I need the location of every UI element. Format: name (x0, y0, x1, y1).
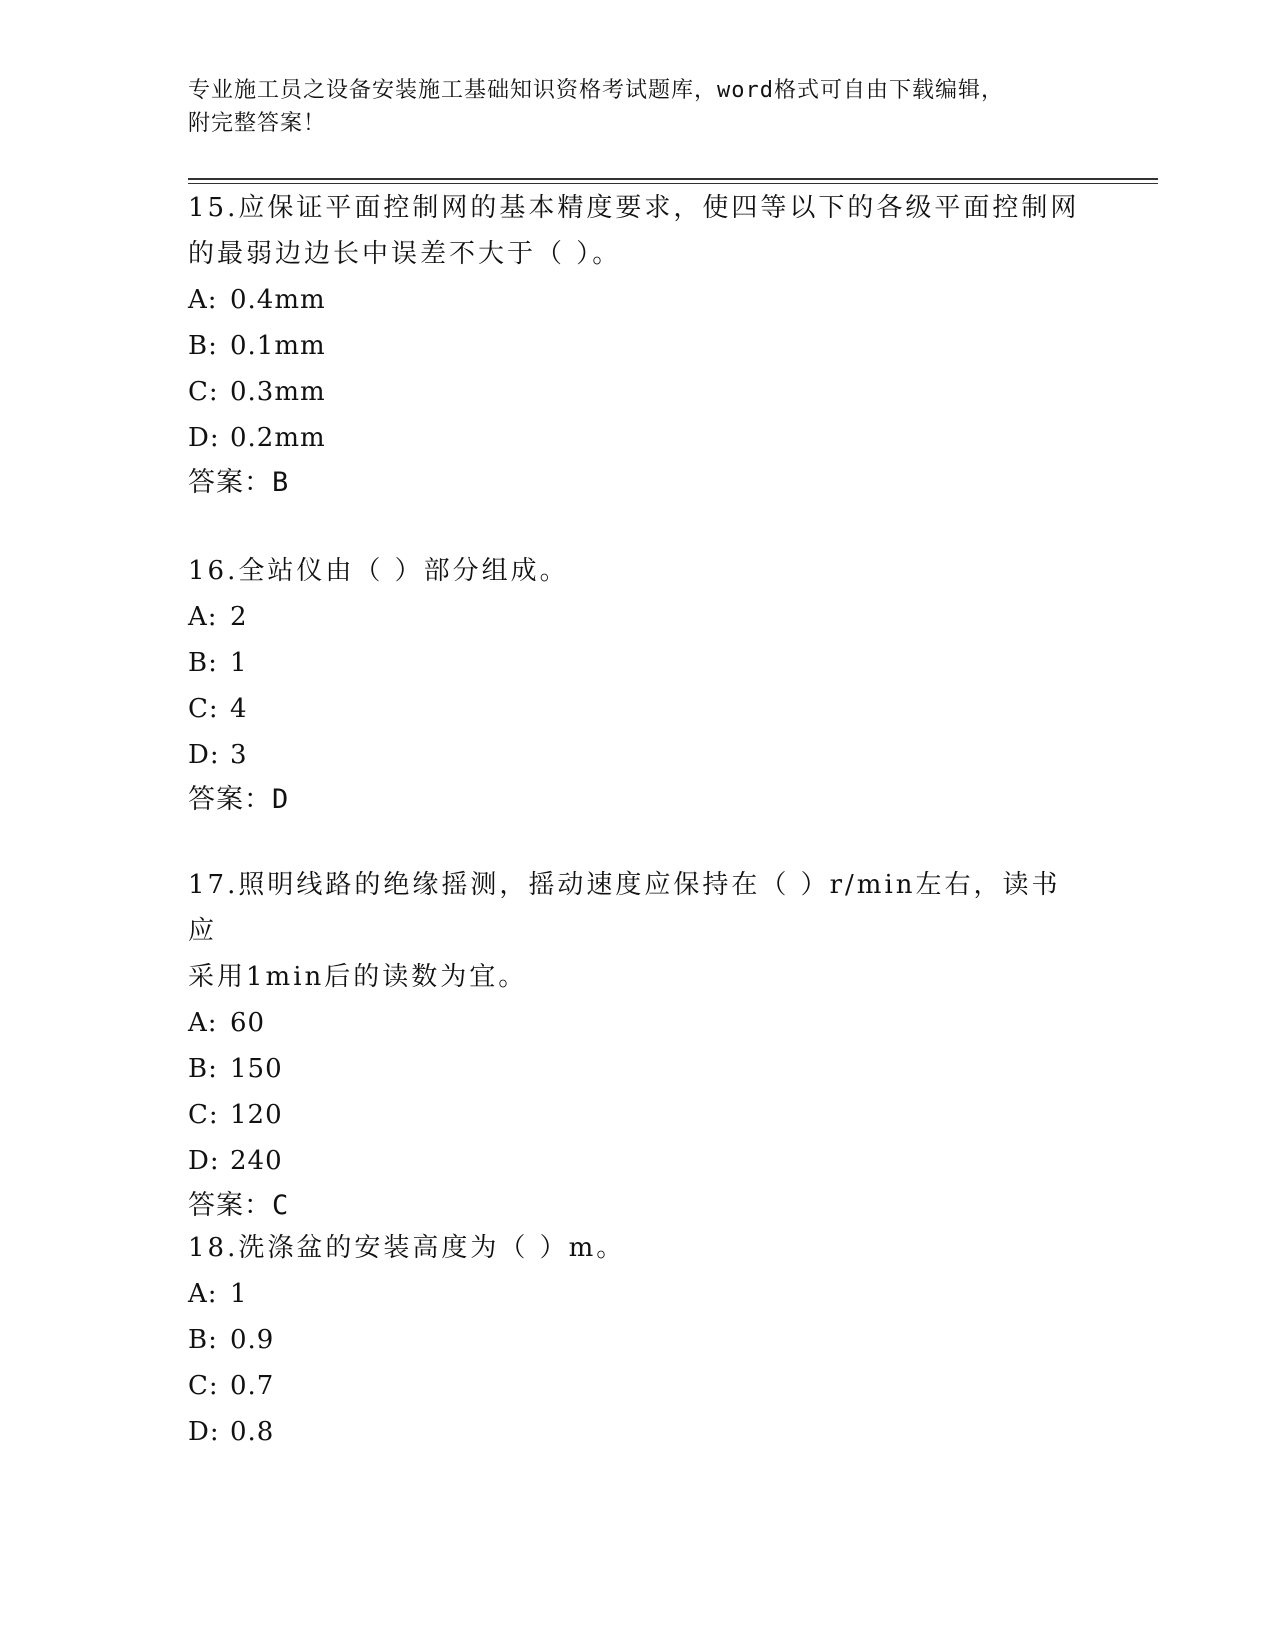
option-b (188, 1046, 1088, 1092)
option-letter: B: (188, 1054, 218, 1084)
question-stem-continued: 采用1min后的读数为宜。 (188, 962, 528, 992)
option-letter: D: (188, 740, 220, 770)
option-text: 0.3mm (230, 377, 326, 407)
question-18 (188, 1225, 1088, 1455)
option-letter: D: (188, 1146, 220, 1176)
option-b (188, 323, 1088, 369)
answer: 答案：B (188, 467, 290, 498)
option-d (188, 415, 1088, 461)
option-letter: A: (188, 1279, 218, 1309)
option-c (188, 1363, 1088, 1409)
option-text: 1 (230, 1279, 248, 1309)
question-15 (188, 185, 1088, 505)
option-text: 240 (230, 1146, 283, 1176)
option-letter: B: (188, 331, 218, 361)
option-a (188, 1271, 1088, 1317)
option-letter: C: (188, 1371, 219, 1401)
option-letter: C: (188, 377, 219, 407)
option-a (188, 277, 1088, 323)
document-header (188, 74, 1088, 140)
option-text: 60 (230, 1008, 266, 1038)
option-d (188, 732, 1088, 778)
option-c (188, 1092, 1088, 1138)
option-letter: D: (188, 1417, 220, 1447)
option-c (188, 686, 1088, 732)
option-a (188, 1000, 1088, 1046)
question-stem: 15.应保证平面控制网的基本精度要求，使四等以下的各级平面控制网 (188, 193, 1080, 223)
header-line-1: 专业施工员之设备安装施工基础知识资格考试题库，word格式可自由下载编辑， (188, 78, 1004, 103)
option-text: 1 (230, 648, 248, 678)
option-letter: B: (188, 648, 218, 678)
question-stem: 18.洗涤盆的安装高度为（ ）m。 (188, 1233, 626, 1263)
option-text: 0.2mm (230, 423, 326, 453)
option-letter: A: (188, 602, 218, 632)
option-text: 3 (230, 740, 248, 770)
option-b (188, 640, 1088, 686)
option-text: 150 (230, 1054, 283, 1084)
option-a (188, 594, 1088, 640)
option-text: 0.9 (230, 1325, 275, 1355)
question-17 (188, 862, 1088, 1228)
option-text: 120 (230, 1100, 283, 1130)
question-stem: 17.照明线路的绝缘摇测，摇动速度应保持在（ ）r/min左右，读书应 (188, 870, 1061, 946)
option-d (188, 1409, 1088, 1455)
option-b (188, 1317, 1088, 1363)
option-text: 0.1mm (230, 331, 326, 361)
option-letter: A: (188, 1008, 218, 1038)
option-letter: A: (188, 285, 218, 315)
header-divider-thick (188, 178, 1158, 180)
option-letter: C: (188, 1100, 219, 1130)
question-stem: 16.全站仪由（ ）部分组成。 (188, 556, 569, 586)
option-text: 4 (230, 694, 248, 724)
header-line-2: 附完整答案！ (188, 111, 327, 136)
answer: 答案：C (188, 1190, 290, 1221)
option-d (188, 1138, 1088, 1184)
option-letter: B: (188, 1325, 218, 1355)
option-text: 0.8 (230, 1417, 275, 1447)
answer: 答案：D (188, 784, 290, 815)
option-text: 0.7 (230, 1371, 275, 1401)
question-16 (188, 548, 1088, 822)
question-stem-continued: 的最弱边边长中误差不大于（ ）。 (188, 239, 622, 269)
option-c (188, 369, 1088, 415)
option-text: 2 (230, 602, 248, 632)
option-letter: D: (188, 423, 220, 453)
option-text: 0.4mm (230, 285, 326, 315)
option-letter: C: (188, 694, 219, 724)
header-divider-thin (188, 183, 1158, 184)
